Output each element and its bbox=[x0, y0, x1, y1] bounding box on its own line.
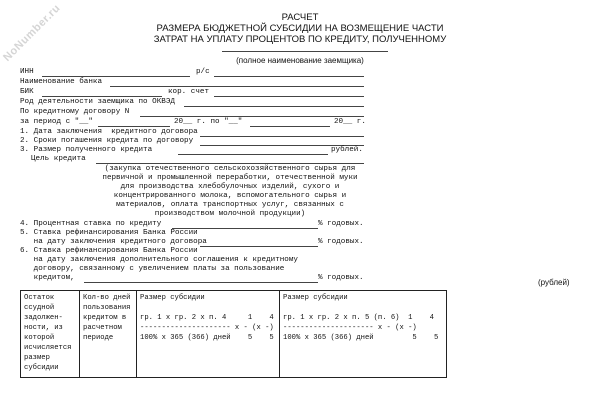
borrower-name-line bbox=[222, 51, 388, 52]
period-from-label: за период с "__" bbox=[20, 118, 93, 126]
period-to-label: 20__ г. по "__" bbox=[174, 118, 243, 126]
title-line-1: РАСЧЕТ bbox=[281, 12, 319, 23]
table-header-balance: Остаток ссудной задолжен- ности, из которой исчисляется размер субсидии bbox=[21, 291, 80, 378]
item-1: 1. Дата заключения кредитного договора bbox=[20, 128, 198, 136]
bik-line bbox=[42, 96, 162, 97]
item-3-line bbox=[178, 154, 328, 155]
bank-line bbox=[110, 86, 364, 87]
item-3-unit: рублей. bbox=[331, 146, 363, 154]
watermark: NoNumber.ru bbox=[1, 2, 63, 64]
inn-line bbox=[42, 76, 190, 77]
goal-label: Цель кредита bbox=[31, 155, 86, 163]
ks-label: кор. счет bbox=[168, 88, 210, 96]
title-line-2: РАЗМЕРА БЮДЖЕТНОЙ СУБСИДИИ НА ВОЗМЕЩЕНИЕ ЧАСТИ bbox=[156, 23, 444, 34]
item-4-unit: % годовых. bbox=[318, 220, 364, 228]
table-header-subsidy-rate: Размер субсидии гр. 1 х гр. 2 х п. 4 1 4 --------------------- x - (х -) 100% х 365 (366) дней 5 5 bbox=[137, 291, 280, 378]
item-2: 2. Сроки погашения кредита по договору bbox=[20, 137, 194, 145]
table-row bbox=[21, 291, 447, 378]
item-6-line-4: кредитом, bbox=[20, 274, 75, 282]
item-1-line bbox=[200, 136, 364, 137]
period-end-label: 20__ г. bbox=[334, 118, 366, 126]
item-6-line bbox=[84, 282, 318, 283]
item-3: 3. Размер полученного кредита bbox=[20, 146, 153, 154]
borrower-name-caption: (полное наименование заемщика) bbox=[236, 56, 364, 65]
okved-line bbox=[184, 106, 364, 107]
purpose-line-2: первичной и промышленной переработки, отечественной муки bbox=[102, 174, 358, 182]
purpose-line-4: концентрированного молока, вспомогательного сырья и bbox=[113, 192, 347, 200]
purpose-line-5: материалов, оплата транспортных услуг, связанных с bbox=[116, 201, 344, 209]
inn-label: ИНН bbox=[20, 68, 34, 76]
item-5-line-2: на дату заключения кредитного договора bbox=[20, 238, 207, 246]
goal-line bbox=[96, 163, 364, 164]
item-6-unit: % годовых. bbox=[318, 274, 364, 282]
purpose-line-6: производством молочной продукции) bbox=[154, 210, 306, 218]
period-from-line bbox=[98, 126, 170, 127]
period-to-line bbox=[250, 126, 330, 127]
contract-label: По кредитному договору N bbox=[20, 108, 130, 116]
item-4: 4. Процентная ставка по кредиту bbox=[20, 220, 162, 228]
item-5-unit: % годовых. bbox=[318, 238, 364, 246]
item-6-line-2: на дату заключения дополнительного соглашения к кредитному bbox=[20, 256, 298, 264]
purpose-line-3: для производства хлебобулочных изделий, сухого и bbox=[120, 183, 340, 191]
item-6-line-1: 6. Ставка рефинансирования Банка России bbox=[20, 247, 198, 255]
okved-label: Род деятельности заемщика по ОКВЭД bbox=[20, 98, 175, 106]
contract-line bbox=[140, 116, 364, 117]
ks-line bbox=[214, 96, 364, 97]
purpose-line-1: (закупка отечественного сельскохозяйственного сырья для bbox=[104, 165, 356, 173]
item-6-line-3: договору, связанному с увеличением платы за пользование bbox=[20, 265, 285, 273]
title-line-3: ЗАТРАТ НА УПЛАТУ ПРОЦЕНТОВ ПО КРЕДИТУ, ПОЛУЧЕННОМУ bbox=[153, 34, 447, 45]
table-header-days: Кол-во дней пользования кредитом в расчетном периоде bbox=[80, 291, 137, 378]
item-5-line bbox=[200, 246, 318, 247]
table-header-subsidy-refinance: Размер субсидии гр. 1 х гр. 2 х п. 5 (п. 6) 1 4 --------------------- x - (х -) 100% х 365 (366) дней 5 5 bbox=[280, 291, 447, 378]
bik-label: БИК bbox=[20, 88, 34, 96]
subsidy-table bbox=[20, 290, 447, 378]
item-5-line-1: 5. Ставка рефинансирования Банка России bbox=[20, 229, 198, 237]
rs-line bbox=[214, 76, 364, 77]
bank-label: Наименование банка bbox=[20, 78, 103, 86]
rs-label: р/с bbox=[196, 68, 210, 76]
currency-unit: (рублей) bbox=[538, 278, 570, 287]
